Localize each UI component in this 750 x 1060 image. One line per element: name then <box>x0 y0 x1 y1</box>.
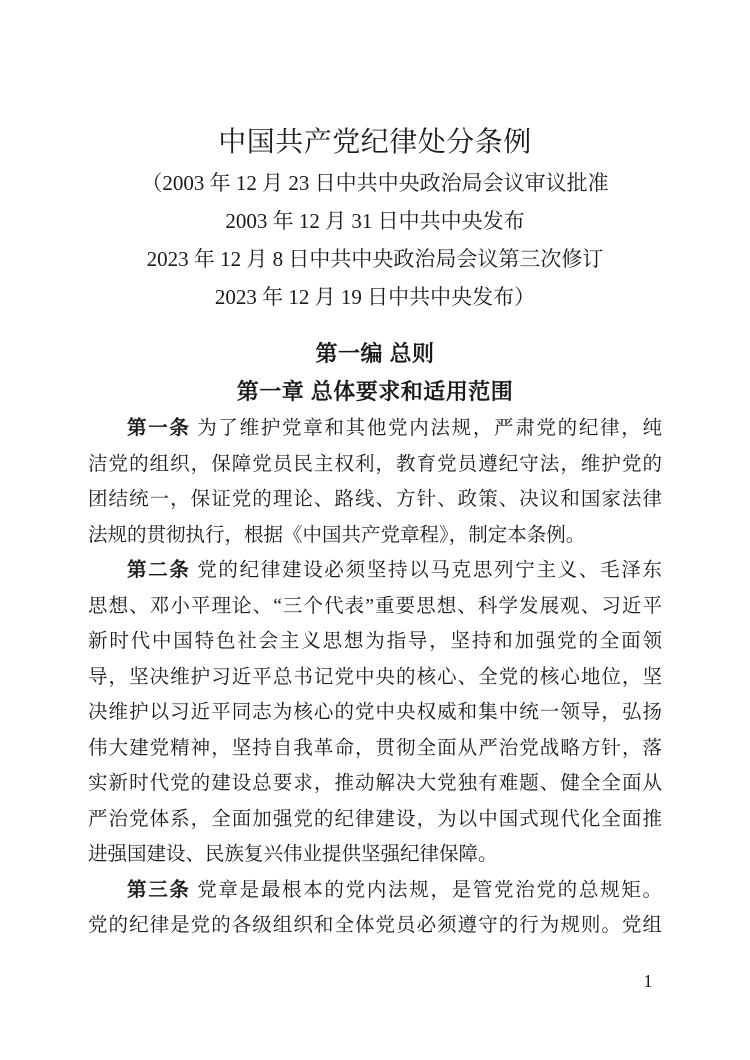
article-line: 团结统一，保证党的理论、路线、方针、政策、决议和国家法律 <box>88 489 662 510</box>
document-body <box>88 411 662 944</box>
article-line: 严治党体系，全面加强党的纪律建设，为以中国式现代化全面推 <box>88 808 662 830</box>
part-heading: 第一编 总则 <box>315 341 435 366</box>
article-line: 法规的贯彻执行，根据《中国共产党章程》，制定本条例。 <box>88 524 586 546</box>
article-line: 党的纪律是党的各级组织和全体党员必须遵守的行为规则。党组 <box>88 915 662 936</box>
article-line: 思想、邓小平理论、“三个代表”重要思想、科学发展观、习近平 <box>88 595 662 617</box>
approval-line: 2023 年 12 月 8 日中共中央政治局会议第三次修订 <box>146 247 604 271</box>
article-line: 新时代中国特色社会主义思想为指导，坚持和加强党的全面领 <box>88 631 662 652</box>
article-line: 第一条 为了维护党章和其他党内法规，严肃党的纪律，纯 <box>127 418 662 439</box>
article-line: 导，坚决维护习近平总书记党中央的核心、全党的核心地位，坚 <box>88 666 662 688</box>
article-line: 决维护以习近平同志为核心的党中央权威和集中统一领导，弘扬 <box>88 702 662 723</box>
article-line: 实新时代党的建设总要求，推动解决大党独有难题、健全全面从 <box>88 773 662 794</box>
article-paragraph <box>88 873 662 944</box>
document-approval-block <box>0 164 750 316</box>
approval-line: 2003 年 12 月 31 日中共中央发布 <box>225 209 525 233</box>
article-line: 第三条 党章是最根本的党内法规，是管党治党的总规矩。 <box>127 879 662 901</box>
approval-line: （2003 年 12 月 23 日中共中央政治局会议审议批准 <box>141 171 609 195</box>
article-number-label: 第三条 <box>127 879 191 901</box>
article-line: 伟大建党精神，坚持自我革命，贯彻全面从严治党战略方针，落 <box>88 737 662 759</box>
document-title: 中国共产党纪律处分条例 <box>218 127 532 158</box>
article-paragraph <box>88 553 662 873</box>
article-line: 第二条 党的纪律建设必须坚持以马克思列宁主义、毛泽东 <box>127 560 662 581</box>
article-line: 进强国建设、民族复兴伟业提供坚强纪律保障。 <box>88 844 498 865</box>
article-number-label: 第二条 <box>127 560 191 581</box>
article-line: 洁党的组织，保障党员民主权利，教育党员遵纪守法，维护党的 <box>88 453 662 475</box>
article-paragraph <box>88 411 662 553</box>
page-number: 1 <box>643 971 653 991</box>
approval-line: 2023 年 12 月 19 日中共中央发布） <box>214 285 536 309</box>
article-number-label: 第一条 <box>127 418 191 439</box>
chapter-heading: 第一章 总体要求和适用范围 <box>236 379 514 404</box>
